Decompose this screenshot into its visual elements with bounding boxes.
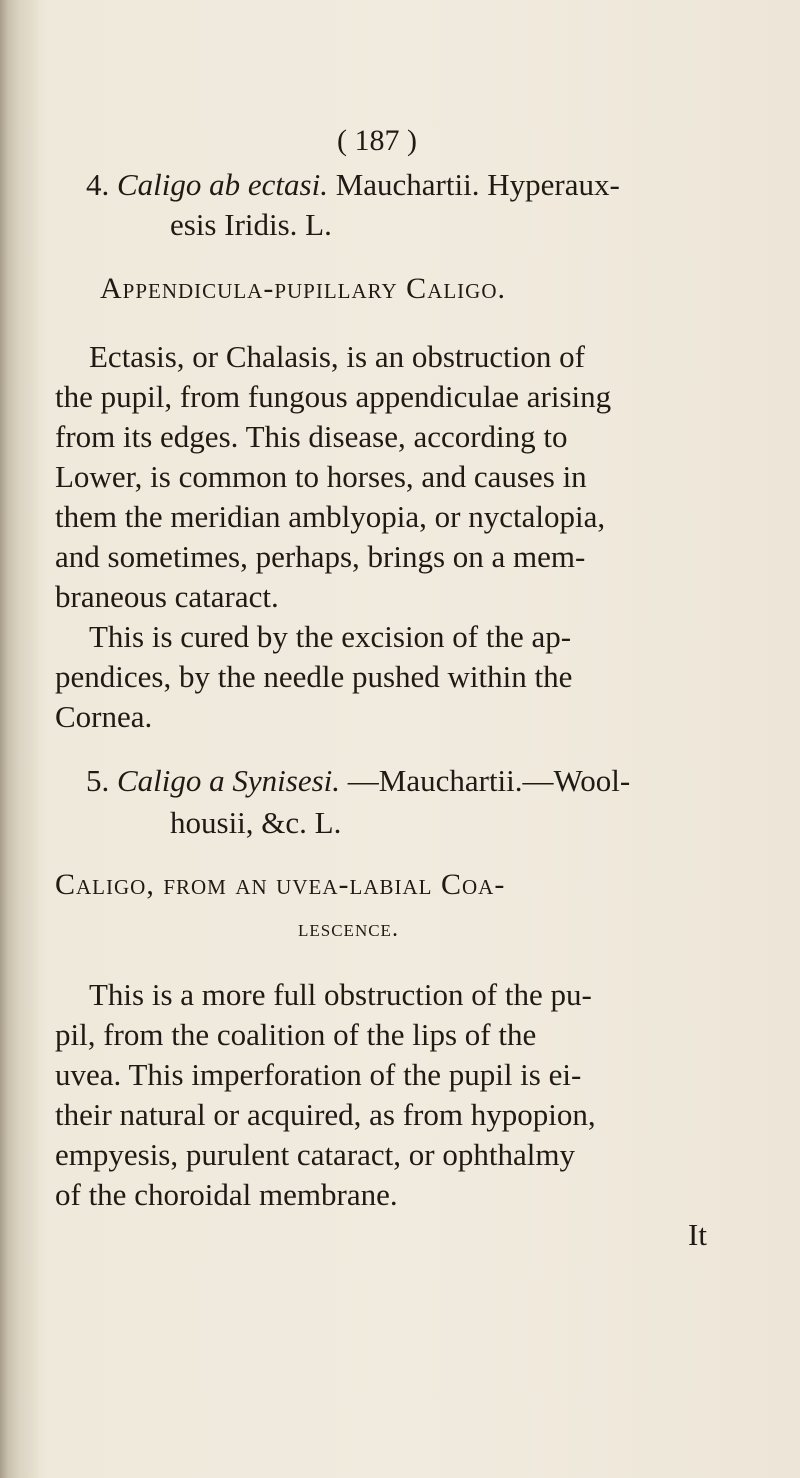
- section-heading-appendicula: Appendicula-pupillary Caligo.: [100, 272, 507, 305]
- entry-5-line-2: housii, &c. L.: [170, 805, 342, 840]
- section-heading-caligo: Caligo, from an uvea-labial Coa-: [55, 868, 506, 901]
- para2-line: Cornea.: [55, 699, 153, 734]
- para3-line: This is a more full obstruction of the pu-: [89, 977, 592, 1012]
- para2-line: pendices, by the needle pushed within the: [55, 659, 573, 694]
- entry-5-number: 5.: [86, 763, 110, 798]
- entry-5-authors: —Mauchartii.—Wool-: [347, 763, 631, 798]
- para3-line: uvea. This imperforation of the pupil is ei-: [55, 1057, 582, 1092]
- section-heading-caligo-cont: lescence.: [298, 916, 399, 942]
- para3-line: pil, from the coalition of the lips of the: [55, 1017, 537, 1052]
- para1-line: the pupil, from fungous appendiculae arising: [55, 379, 612, 414]
- entry-4-title: Caligo ab ectasi.: [117, 167, 328, 202]
- para3-line: empyesis, purulent cataract, or ophthalmy: [55, 1137, 575, 1172]
- para3-line: of the choroidal membrane.: [55, 1177, 398, 1212]
- para1-line: Ectasis, or Chalasis, is an obstruction of: [89, 339, 585, 374]
- para1-line: Lower, is common to horses, and causes in: [55, 459, 587, 494]
- entry-4-authors: Mauchartii. Hyperaux-: [335, 167, 620, 202]
- para2-line: This is cured by the excision of the ap-: [89, 619, 572, 654]
- catchword: It: [688, 1217, 707, 1252]
- para1-line: braneous cataract.: [55, 579, 279, 614]
- entry-4-line-2: esis Iridis. L.: [170, 207, 332, 242]
- entry-5-title: Caligo a Synisesi.: [117, 763, 341, 798]
- page-number: ( 187 ): [337, 124, 417, 157]
- entry-4-line-1: [86, 166, 620, 204]
- entry-5-line-1: [86, 762, 630, 800]
- para1-line: from its edges. This disease, according to: [55, 419, 568, 454]
- para1-line: them the meridian amblyopia, or nyctalopia,: [55, 499, 606, 534]
- para3-line: their natural or acquired, as from hypopion,: [55, 1097, 596, 1132]
- para1-line: and sometimes, perhaps, brings on a mem-: [55, 539, 586, 574]
- page-binding-shadow: [0, 0, 40, 1478]
- entry-4-number: 4.: [86, 167, 110, 202]
